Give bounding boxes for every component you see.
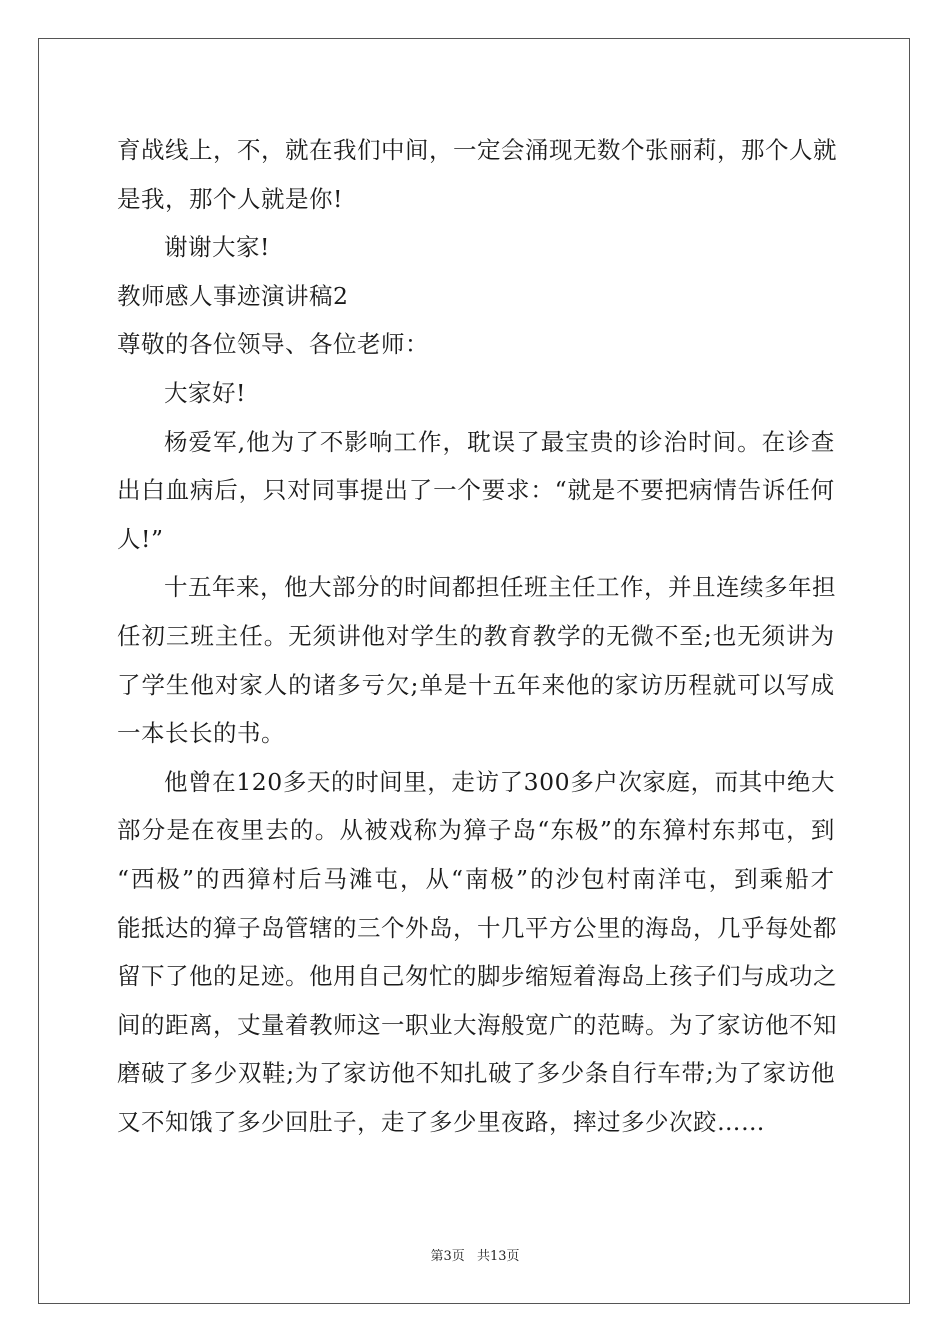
text-line: 了 学 生 他 对 家 人 的 诸 多 亏 欠 ; 单 是 十 五 年 来 他 的 家 访 历 程 就 可 以 写 成 — [117, 670, 835, 699]
text-line: 尊敬的各位领导、各位老师： — [117, 330, 429, 359]
text-line: 人!” — [117, 524, 164, 553]
text-line: 又不知饿了多少回肚子，走了多少里夜路，摔过多少次跤…… — [117, 1107, 765, 1136]
text-line: 杨 爱 军 , 他 为 了 不 影 响 工 作 ， 耽 误 了 最 宝 贵 的 诊 治 时 间 。 在 诊 查 — [164, 427, 835, 456]
text-line: 教师感人事迹演讲稿2 — [117, 281, 349, 310]
page-number-total: 共13页 — [476, 1249, 520, 1264]
paragraph — [117, 369, 835, 418]
paragraph — [117, 563, 835, 757]
text-line: 出 白 血 病 后 ， 只 对 同 事 提 出 了 一 个 要 求 ： “ 就 是 不 要 把 病 情 告 诉 任 何 — [117, 476, 835, 505]
paragraph — [117, 126, 835, 223]
text-line: 部 分 是 在 夜 里 去 的 。 从 被 戏 称 为 獐 子 岛 “ 东 极 ” 的 东 獐 村 东 邦 屯 ， 到 — [117, 816, 835, 845]
paragraph — [117, 758, 835, 1147]
text-line: 是我，那个人就是你! — [117, 184, 343, 213]
text-line: 他 曾 在 1 2 0 多 天 的 时 间 里 ， 走 访 了 3 0 0 多 户 次 家 庭 ， 而 其 中 绝 大 — [164, 767, 835, 796]
text-line: 间 的 距 离 ， 丈 量 着 教 师 这 一 职 业 大 海 般 宽 广 的 范 畴 。 为 了 家 访 他 不 知 — [117, 1010, 837, 1039]
text-line: 大家好! — [164, 378, 246, 407]
text-line: 任 初 三 班 主 任 。 无 须 讲 他 对 学 生 的 教 育 教 学 的 无 微 不 至 ; 也 无 须 讲 为 — [117, 621, 835, 650]
page-footer — [0, 1245, 950, 1264]
text-line: 留 下 了 他 的 足 迹 。 他 用 自 己 匆 忙 的 脚 步 缩 短 着 海 岛 上 孩 子 们 与 成 功 之 — [117, 962, 837, 991]
text-line: 育 战 线 上 ， 不 ， 就 在 我 们 中 间 ， 一 定 会 涌 现 无 数 个 张 丽 莉 ， 那 个 人 就 — [117, 136, 837, 164]
text-line: 谢谢大家! — [164, 233, 270, 262]
document-body — [117, 126, 835, 1146]
text-line: 能 抵 达 的 獐 子 岛 管 辖 的 三 个 外 岛 ， 十 几 平 方 公 里 的 海 岛 ， 几 乎 每 处 都 — [117, 913, 837, 942]
text-line: 磨 破 了 多 少 双 鞋 ; 为 了 家 访 他 不 知 扎 破 了 多 少 条 自 行 车 带 ; 为 了 家 访 他 — [117, 1059, 835, 1088]
paragraph — [117, 320, 835, 369]
text-line: 一本长长的书。 — [117, 719, 285, 748]
text-line: 十 五 年 来 ， 他 大 部 分 的 时 间 都 担 任 班 主 任 工 作 ， 并 且 连 续 多 年 担 — [164, 573, 836, 602]
text-line: “ 西 极 ” 的 西 獐 村 后 马 滩 屯 ， 从 “ 南 极 ” 的 沙 包 村 南 洋 屯 ， 到 乘 船 才 — [117, 864, 835, 893]
paragraph — [117, 223, 835, 272]
paragraph — [117, 418, 835, 564]
paragraph — [117, 272, 835, 321]
page-number-current: 第3页 — [430, 1249, 465, 1264]
